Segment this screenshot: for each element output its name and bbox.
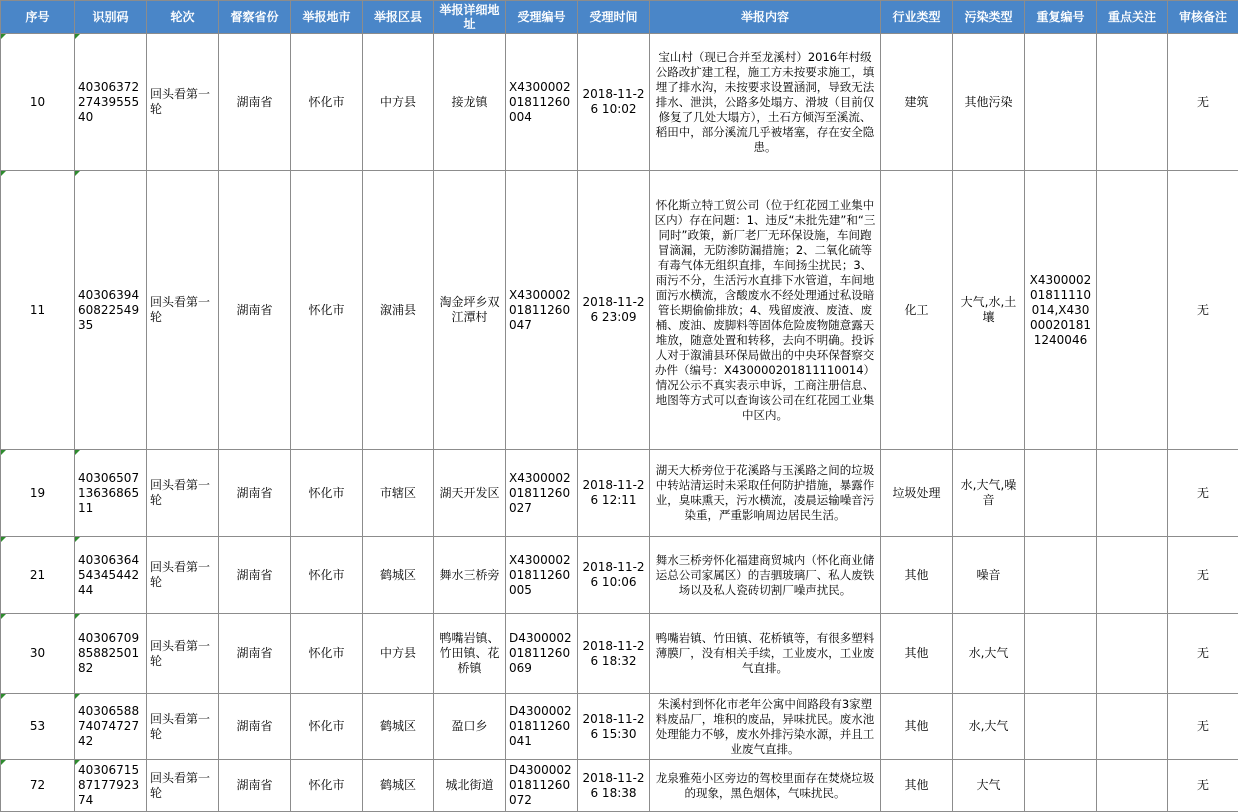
col-header-city: 举报地市: [291, 1, 363, 34]
cell-round[interactable]: 回头看第一轮: [147, 34, 219, 171]
cell-seq[interactable]: 11: [1, 171, 75, 450]
cell-city[interactable]: 怀化市: [291, 614, 363, 694]
cell-pollution[interactable]: 噪音: [953, 537, 1025, 614]
cell-city[interactable]: 怀化市: [291, 171, 363, 450]
cell-content[interactable]: 龙泉雅苑小区旁边的驾校里面存在焚烧垃圾的现象，黑色烟体，气味扰民。: [650, 760, 881, 812]
col-header-pollution: 污染类型: [953, 1, 1025, 34]
cell-id[interactable]: 403067158717792374: [75, 760, 147, 812]
table-row[interactable]: [1, 171, 1238, 450]
cell-city[interactable]: 怀化市: [291, 760, 363, 812]
cell-content[interactable]: 怀化斯立特工贸公司（位于红花园工业集中区内）存在问题：1、违反“未批先建”和“三同时”政策，新厂老厂无环保设施，车间跑冒滴漏，无防渗防漏措施；2、二氧化硫等有毒气体无组织直排，车间扬尘扰民；3、雨污不分，生活污水直排下水管道，车间地面污水横流，含酸废水不经处理通过私设暗管长期偷偷排放；4、残留废液、废渣、废桶、废油、废脚料等固体危险废物随意露天堆放，随意处置和转移，去向不明确。投诉人对于溆浦县环保局做出的中央环保督察交办件（编号：X430000201811110014）情况公示不真实表示申诉，工商注册信息、地图等方式可以查询该公司在红花园工业集中区内。: [650, 171, 881, 450]
cell-repeat-no[interactable]: [1025, 760, 1097, 812]
cell-county[interactable]: 市辖区: [363, 450, 434, 537]
cell-province[interactable]: 湖南省: [219, 171, 291, 450]
cell-note[interactable]: 无: [1168, 34, 1238, 171]
cell-address[interactable]: 盈口乡: [434, 694, 506, 760]
cell-id[interactable]: 403067098588250182: [75, 614, 147, 694]
col-header-id: 识别码: [75, 1, 147, 34]
cell-industry[interactable]: 其他: [881, 614, 953, 694]
cell-note[interactable]: 无: [1168, 614, 1238, 694]
cell-seq[interactable]: 19: [1, 450, 75, 537]
cell-province[interactable]: 湖南省: [219, 450, 291, 537]
col-header-county: 举报区县: [363, 1, 434, 34]
col-header-accept-no: 受理编号: [506, 1, 578, 34]
cell-address[interactable]: 舞水三桥旁: [434, 537, 506, 614]
cell-accept-no[interactable]: X430000201811260027: [506, 450, 578, 537]
cell-seq[interactable]: 53: [1, 694, 75, 760]
cell-industry[interactable]: 垃圾处理: [881, 450, 953, 537]
cell-accept-time[interactable]: 2018-11-26 23:09: [578, 171, 650, 450]
cell-county[interactable]: 中方县: [363, 34, 434, 171]
cell-accept-time[interactable]: 2018-11-26 10:06: [578, 537, 650, 614]
cell-seq[interactable]: 30: [1, 614, 75, 694]
cell-industry[interactable]: 其他: [881, 694, 953, 760]
col-header-round: 轮次: [147, 1, 219, 34]
cell-city[interactable]: 怀化市: [291, 537, 363, 614]
cell-accept-time[interactable]: 2018-11-26 15:30: [578, 694, 650, 760]
cell-round[interactable]: 回头看第一轮: [147, 450, 219, 537]
col-header-address: 举报详细地址: [434, 1, 506, 34]
cell-note[interactable]: 无: [1168, 450, 1238, 537]
cell-pollution[interactable]: 水,大气,噪音: [953, 450, 1025, 537]
col-header-note: 审核备注: [1168, 1, 1238, 34]
cell-round[interactable]: 回头看第一轮: [147, 694, 219, 760]
cell-province[interactable]: 湖南省: [219, 694, 291, 760]
cell-focus[interactable]: [1097, 537, 1168, 614]
cell-repeat-no[interactable]: [1025, 450, 1097, 537]
cell-focus[interactable]: [1097, 760, 1168, 812]
cell-county[interactable]: 鹤城区: [363, 760, 434, 812]
header-row: [1, 1, 1238, 34]
cell-industry[interactable]: 其他: [881, 760, 953, 812]
cell-city[interactable]: 怀化市: [291, 694, 363, 760]
cell-pollution[interactable]: 大气: [953, 760, 1025, 812]
cell-pollution[interactable]: 大气,水,土壤: [953, 171, 1025, 450]
cell-repeat-no[interactable]: [1025, 694, 1097, 760]
cell-province[interactable]: 湖南省: [219, 537, 291, 614]
cell-province[interactable]: 湖南省: [219, 614, 291, 694]
cell-accept-no[interactable]: X430000201811260005: [506, 537, 578, 614]
cell-seq[interactable]: 10: [1, 34, 75, 171]
cell-note[interactable]: 无: [1168, 760, 1238, 812]
cell-note[interactable]: 无: [1168, 537, 1238, 614]
cell-id[interactable]: 403063946082254935: [75, 171, 147, 450]
cell-focus[interactable]: [1097, 614, 1168, 694]
table-row[interactable]: [1, 614, 1238, 694]
cell-focus[interactable]: [1097, 34, 1168, 171]
cell-county[interactable]: 鹤城区: [363, 537, 434, 614]
cell-focus[interactable]: [1097, 694, 1168, 760]
cell-pollution[interactable]: 水,大气: [953, 614, 1025, 694]
cell-pollution[interactable]: 水,大气: [953, 694, 1025, 760]
cell-note[interactable]: 无: [1168, 694, 1238, 760]
cell-seq[interactable]: 21: [1, 537, 75, 614]
cell-seq[interactable]: 72: [1, 760, 75, 812]
cell-focus[interactable]: [1097, 450, 1168, 537]
cell-accept-no[interactable]: D430000201811260069: [506, 614, 578, 694]
cell-focus[interactable]: [1097, 171, 1168, 450]
cell-content[interactable]: 鸭嘴岩镇、竹田镇、花桥镇等，有很多塑料薄膜厂，没有相关手续，工业废水，工业废气直排。: [650, 614, 881, 694]
cell-content[interactable]: 宝山村（现已合并至龙溪村）2016年村级公路改扩建工程，施工方未按要求施工，填埋了排水沟，未按要求设置涵洞，导致无法排水、泄洪，公路多处塌方、滑坡（目前仅修复了几处大塌方），土石方倾泻至溪流、稻田中，部分溪流几乎被堵塞，存在安全隐患。: [650, 34, 881, 171]
cell-round[interactable]: 回头看第一轮: [147, 614, 219, 694]
cell-id[interactable]: 403063722743955540: [75, 34, 147, 171]
table-row[interactable]: [1, 760, 1238, 812]
cell-repeat-no[interactable]: [1025, 537, 1097, 614]
cell-round[interactable]: 回头看第一轮: [147, 760, 219, 812]
cell-address[interactable]: 淘金坪乡双江潭村: [434, 171, 506, 450]
cell-address[interactable]: 鸭嘴岩镇、竹田镇、花桥镇: [434, 614, 506, 694]
cell-accept-no[interactable]: D430000201811260041: [506, 694, 578, 760]
cell-round[interactable]: 回头看第一轮: [147, 537, 219, 614]
cell-pollution[interactable]: 其他污染: [953, 34, 1025, 171]
cell-accept-time[interactable]: 2018-11-26 18:32: [578, 614, 650, 694]
cell-address[interactable]: 接龙镇: [434, 34, 506, 171]
col-header-content: 举报内容: [650, 1, 881, 34]
cell-accept-time[interactable]: 2018-11-26 18:38: [578, 760, 650, 812]
cell-round[interactable]: 回头看第一轮: [147, 171, 219, 450]
cell-address[interactable]: 湖天开发区: [434, 450, 506, 537]
col-header-province: 督察省份: [219, 1, 291, 34]
cell-id[interactable]: 403065071363686511: [75, 450, 147, 537]
cell-accept-no[interactable]: D430000201811260072: [506, 760, 578, 812]
table-row[interactable]: [1, 537, 1238, 614]
cell-accept-no[interactable]: X430000201811260004: [506, 34, 578, 171]
table-row[interactable]: [1, 450, 1238, 537]
col-header-seq: 序号: [1, 1, 75, 34]
cell-repeat-no[interactable]: [1025, 614, 1097, 694]
cell-city[interactable]: 怀化市: [291, 34, 363, 171]
cell-address[interactable]: 城北街道: [434, 760, 506, 812]
cell-repeat-no[interactable]: X430000201811110014,X430000201811240046: [1025, 171, 1097, 450]
cell-industry[interactable]: 其他: [881, 537, 953, 614]
cell-id[interactable]: 403065887407472742: [75, 694, 147, 760]
col-header-repeat-no: 重复编号: [1025, 1, 1097, 34]
cell-content[interactable]: 舞水三桥旁怀化福建商贸城内（怀化商业储运总公司家属区）的吉驷玻璃厂、私人废铁场以及私人瓷砖切割厂噪声扰民。: [650, 537, 881, 614]
cell-content[interactable]: 朱溪村到怀化市老年公寓中间路段有3家塑料废品厂，堆积的废品，异味扰民。废水池处理能力不够，废水外排污染水源，并且工业废气直排。: [650, 694, 881, 760]
cell-county[interactable]: 中方县: [363, 614, 434, 694]
cell-accept-no[interactable]: X430000201811260047: [506, 171, 578, 450]
cell-industry[interactable]: 建筑: [881, 34, 953, 171]
table-row[interactable]: [1, 694, 1238, 760]
cell-accept-time[interactable]: 2018-11-26 10:02: [578, 34, 650, 171]
cell-repeat-no[interactable]: [1025, 34, 1097, 171]
cell-county[interactable]: 鹤城区: [363, 694, 434, 760]
table-row[interactable]: [1, 34, 1238, 171]
cell-accept-time[interactable]: 2018-11-26 12:11: [578, 450, 650, 537]
col-header-industry: 行业类型: [881, 1, 953, 34]
cell-province[interactable]: 湖南省: [219, 760, 291, 812]
cell-note[interactable]: 无: [1168, 171, 1238, 450]
cell-industry[interactable]: 化工: [881, 171, 953, 450]
cell-county[interactable]: 溆浦县: [363, 171, 434, 450]
col-header-accept-time: 受理时间: [578, 1, 650, 34]
col-header-focus: 重点关注: [1097, 1, 1168, 34]
cell-city[interactable]: 怀化市: [291, 450, 363, 537]
cell-id[interactable]: 403063645434544244: [75, 537, 147, 614]
cell-content[interactable]: 湖天大桥旁位于花溪路与玉溪路之间的垃圾中转站清运时未采取任何防护措施，暴露作业，臭味熏天，污水横流，凌晨运输噪音污染重，严重影响周边居民生活。: [650, 450, 881, 537]
cell-province[interactable]: 湖南省: [219, 34, 291, 171]
